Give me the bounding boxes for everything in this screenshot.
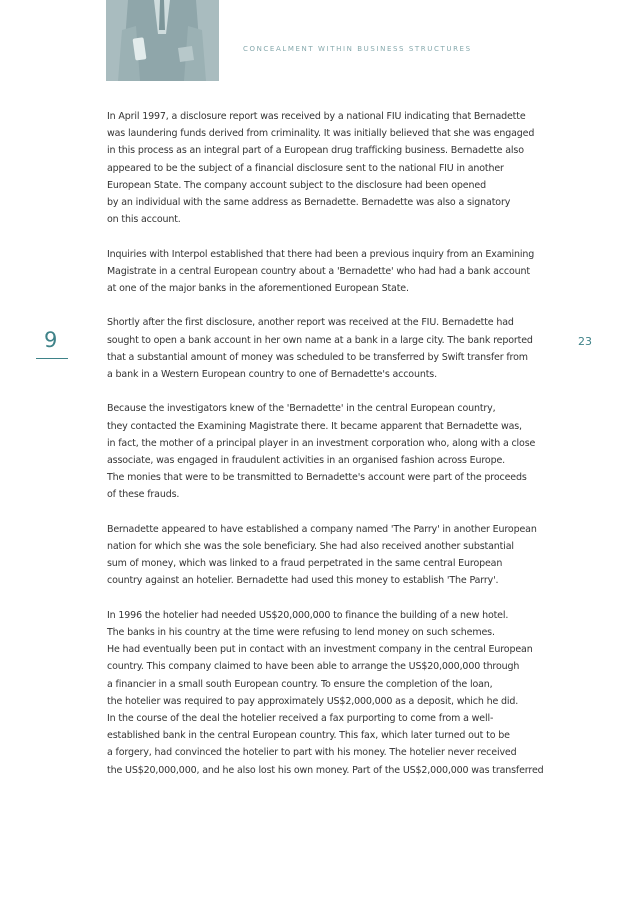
text-line: the US$20,000,000, and he also lost his own money. Part of the US$2,000,000 was transferred <box>107 764 544 776</box>
text-line: He had eventually been put in contact with an investment company in the central European <box>107 644 533 656</box>
text-line: nation for which she was the sole beneficiary. She had also received another substantial <box>107 541 514 553</box>
text-line: country. This company claimed to have been able to arrange the US$20,000,000 through <box>107 661 520 673</box>
chapter-divider <box>36 358 68 359</box>
text-line: Bernadette appeared to have established a company named 'The Parry' in another European <box>107 523 537 535</box>
text-line: in this process as an integral part of a European drug trafficking business. Bernadette also <box>107 145 524 157</box>
paragraph <box>107 607 547 779</box>
text-line: sum of money, which was linked to a fraud perpetrated in the same central European <box>107 558 503 570</box>
text-line: associate, was engaged in fraudulent activities in an organised fashion across Europe. <box>107 455 506 467</box>
text-line: In 1996 the hotelier had needed US$20,000,000 to finance the building of a new hotel. <box>107 609 509 621</box>
paragraph <box>107 246 547 298</box>
text-line: country against an hotelier. Bernadette had used this money to establish 'The Parry'. <box>107 575 499 587</box>
paragraph <box>107 400 547 503</box>
text-line: they contacted the Examining Magistrate there. It became apparent that Bernadette was, <box>107 420 522 432</box>
text-line: sought to open a bank account in her own name at a bank in a large city. The bank reported <box>107 334 533 346</box>
text-line: a forgery, had convinced the hotelier to part with his money. The hotelier never received <box>107 747 517 759</box>
text-line: at one of the major banks in the aforementioned European State. <box>107 283 409 295</box>
running-header-title: CONCEALMENT WITHIN BUSINESS STRUCTURES <box>243 45 472 53</box>
text-line: on this account. <box>107 214 181 226</box>
text-line: The monies that were to be transmitted to Bernadette's account were part of the proceeds <box>107 472 527 484</box>
header-photo <box>106 0 219 81</box>
text-line: In the course of the deal the hotelier received a fax purporting to come from a well- <box>107 713 494 725</box>
text-line: a bank in a Western European country to one of Bernadette's accounts. <box>107 369 437 381</box>
text-line: the hotelier was required to pay approximately US$2,000,000 as a deposit, which he did. <box>107 695 519 707</box>
text-line: established bank in the central European country. This fax, which later turned out to be <box>107 730 510 742</box>
text-line: in fact, the mother of a principal player in an investment corporation who, along with a close <box>107 437 536 449</box>
businessman-photo-illustration <box>106 0 219 81</box>
paragraph <box>107 314 547 383</box>
text-line: of these frauds. <box>107 489 180 501</box>
page-number: 23 <box>578 335 592 348</box>
text-line: that a substantial amount of money was scheduled to be transferred by Swift transfer from <box>107 351 528 363</box>
text-line: by an individual with the same address as Bernadette. Bernadette was also a signatory <box>107 197 511 209</box>
chapter-number: 9 <box>44 328 58 352</box>
text-line: The banks in his country at the time were refusing to lend money on such schemes. <box>107 627 495 639</box>
paragraph <box>107 108 547 228</box>
body-text <box>107 108 547 796</box>
text-line: appeared to be the subject of a financial disclosure sent to the national FIU in another <box>107 162 504 174</box>
text-line: In April 1997, a disclosure report was received by a national FIU indicating that Bernadette <box>107 111 526 122</box>
text-line: European State. The company account subject to the disclosure had been opened <box>107 179 486 191</box>
text-line: Because the investigators knew of the 'Bernadette' in the central European country, <box>107 403 496 415</box>
text-line: Inquiries with Interpol established that there had been a previous inquiry from an Examining <box>107 248 535 260</box>
text-line: a financier in a small south European country. To ensure the completion of the loan, <box>107 678 493 690</box>
text-line: Magistrate in a central European country about a 'Bernadette' who had had a bank account <box>107 265 530 277</box>
text-line: Shortly after the first disclosure, another report was received at the FIU. Bernadette had <box>107 317 514 329</box>
text-line: was laundering funds derived from criminality. It was initially believed that she was engaged <box>107 128 535 140</box>
paragraph <box>107 521 547 590</box>
